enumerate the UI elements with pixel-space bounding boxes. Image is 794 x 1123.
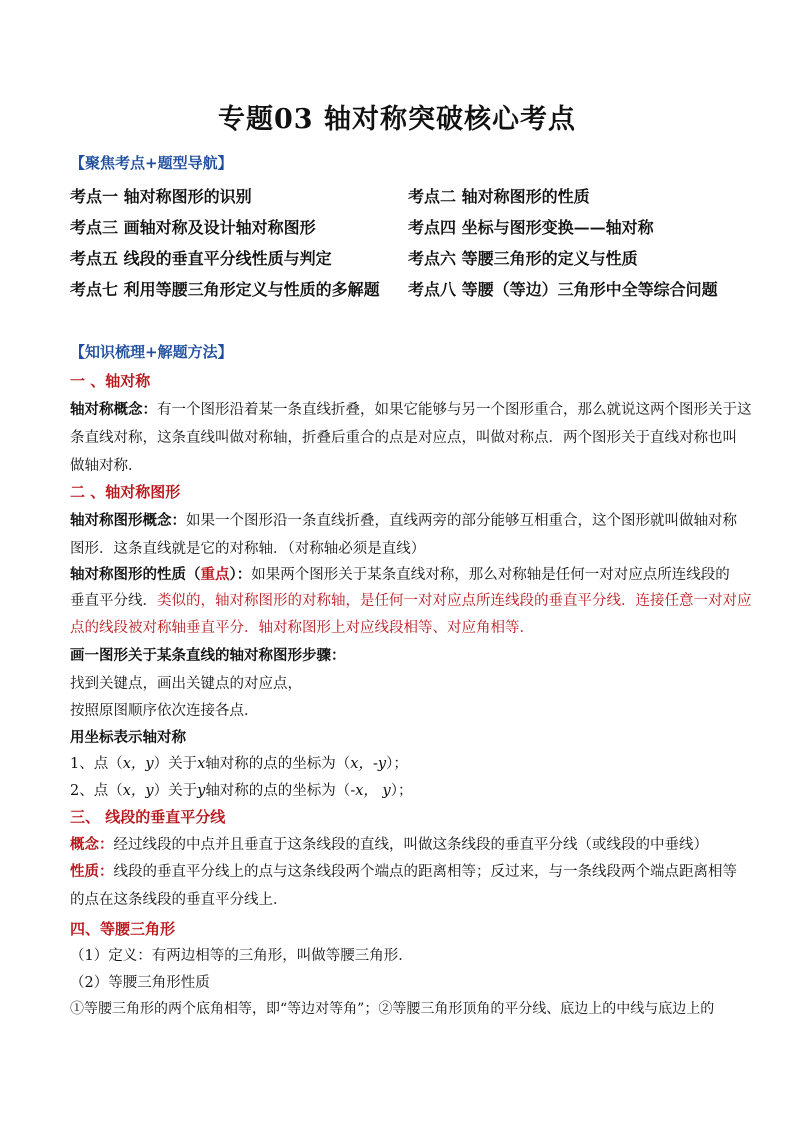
coord-rule-2 [70, 779, 726, 800]
text: 2、点（ [70, 783, 123, 799]
math: x，y [122, 783, 154, 799]
kaodian-item-6: 考点六 等腰三角形的定义与性质 [408, 249, 638, 268]
kaodian-item-5: 考点五 线段的垂直平分线性质与判定 [70, 249, 332, 268]
text: 经过线段的中点并且垂直于这条线段的直线，叫做这条线段的垂直平分线（或线段的中垂线） [113, 837, 708, 853]
section-4-line-2: （2）等腰三角形性质 [70, 975, 210, 991]
section-2-line-4 [70, 589, 752, 610]
knowledge-section-header: 【知识梳理+解题方法】 [70, 343, 233, 361]
kaodian-item-2: 考点二 轴对称图形的性质 [408, 187, 590, 206]
section-4-line-1: （1）定义：有两边相等的三角形，叫做等腰三角形． [70, 948, 413, 964]
nav-section-header: 【聚焦考点+题型导航】 [70, 154, 233, 172]
section-4-heading: 四、等腰三角形 [70, 920, 176, 938]
term-axis-symmetry: 轴对称概念： [70, 401, 157, 418]
math: -x， y [350, 783, 391, 799]
section-2-line-5: 点的线段被对称轴垂直平分．轴对称图形上对应线段相等、对应角相等． [70, 620, 534, 636]
paren: （ [186, 566, 201, 583]
text: 如果两个图形关于某条直线对称，那么对称轴是任何一对对应点所连线段的 [251, 567, 730, 583]
section-2-line-1 [70, 509, 737, 530]
section-1-heading: 一 、轴对称 [70, 372, 151, 390]
step-1: 找到关键点，画出关键点的对应点， [70, 676, 302, 692]
text: ）关于 [153, 783, 198, 799]
step-2: 按照原图顺序依次连接各点． [70, 703, 259, 719]
key-point-label: 重点 [200, 566, 230, 583]
section-3-line-3: 的点在这条线段的垂直平分线上． [70, 892, 288, 908]
kaodian-item-4: 考点四 坐标与图形变换——轴对称 [408, 218, 654, 237]
kaodian-item-8: 考点八 等腰（等边）三角形中全等综合问题 [408, 280, 718, 299]
section-3-line-2 [70, 860, 737, 881]
text: ）关于 [153, 756, 198, 772]
coord-rule-1 [70, 752, 726, 773]
math: x [197, 756, 206, 772]
section-2-heading: 二 、轴对称图形 [70, 483, 181, 501]
term-concept: 概念： [70, 836, 114, 853]
text: 有一个图形沿着某一条直线折叠，如果它能够与另一个图形重合，那么就说这两个图形关于这 [157, 402, 752, 418]
text: 如果一个图形沿一条直线折叠，直线两旁的部分能够互相重合，这个图形就叫做轴对称 [186, 513, 737, 529]
steps-title: 画一图形关于某条直线的轴对称图形步骤： [70, 647, 346, 664]
kaodian-item-3: 考点三 画轴对称及设计轴对称图形 [70, 218, 316, 237]
term-property: 轴对称图形的性质 [70, 566, 186, 583]
section-3-line-1 [70, 833, 726, 854]
section-2-line-3 [70, 563, 730, 584]
kaodian-item-1: 考点一 轴对称图形的识别 [70, 187, 252, 206]
section-4-line-3: ①等腰三角形的两个底角相等，即“等边对等角”；②等腰三角形顶角的平分线、底边上的中线与底边上的 [70, 1001, 715, 1017]
text: 1、点（ [70, 756, 123, 772]
section-3-heading: 三、 线段的垂直平分线 [70, 808, 226, 826]
text: 轴对称的点的坐标为（ [205, 756, 351, 772]
text: 轴对称的点的坐标为（ [205, 783, 351, 799]
section-2-line-2: 图形．这条直线就是它的对称轴．（对称轴必须是直线） [70, 541, 426, 557]
page-title: 专题03 轴对称突破核心考点 [218, 104, 576, 135]
math: x，-y [350, 756, 387, 772]
text: ）； [386, 756, 408, 772]
math: y [197, 783, 206, 799]
text: 线段的垂直平分线上的点与这条线段两个端点的距离相等；反过来，与一条线段两个端点距离相等 [113, 864, 737, 880]
paren: ）： [229, 566, 252, 583]
term-symmetric-figure: 轴对称图形概念： [70, 512, 186, 529]
term-property: 性质： [70, 863, 114, 880]
kaodian-item-7: 考点七 利用等腰三角形定义与性质的多解题 [70, 280, 380, 299]
text: 垂直平分线． [70, 593, 157, 609]
coord-title: 用坐标表示轴对称 [70, 729, 186, 746]
section-1-line-3: 做轴对称． [70, 458, 143, 474]
math: x，y [122, 756, 154, 772]
highlighted-text: 类似的，轴对称图形的对称轴，是任何一对对应点所连线段的垂直平分线．连接任意一对对应 [157, 593, 752, 609]
section-1-line-1 [70, 398, 752, 419]
section-1-line-2: 条直线对称，这条直线叫做对称轴，折叠后重合的点是对应点，叫做对称点．两个图形关于直线对称也叫 [70, 430, 737, 446]
text: ）； [390, 783, 413, 799]
